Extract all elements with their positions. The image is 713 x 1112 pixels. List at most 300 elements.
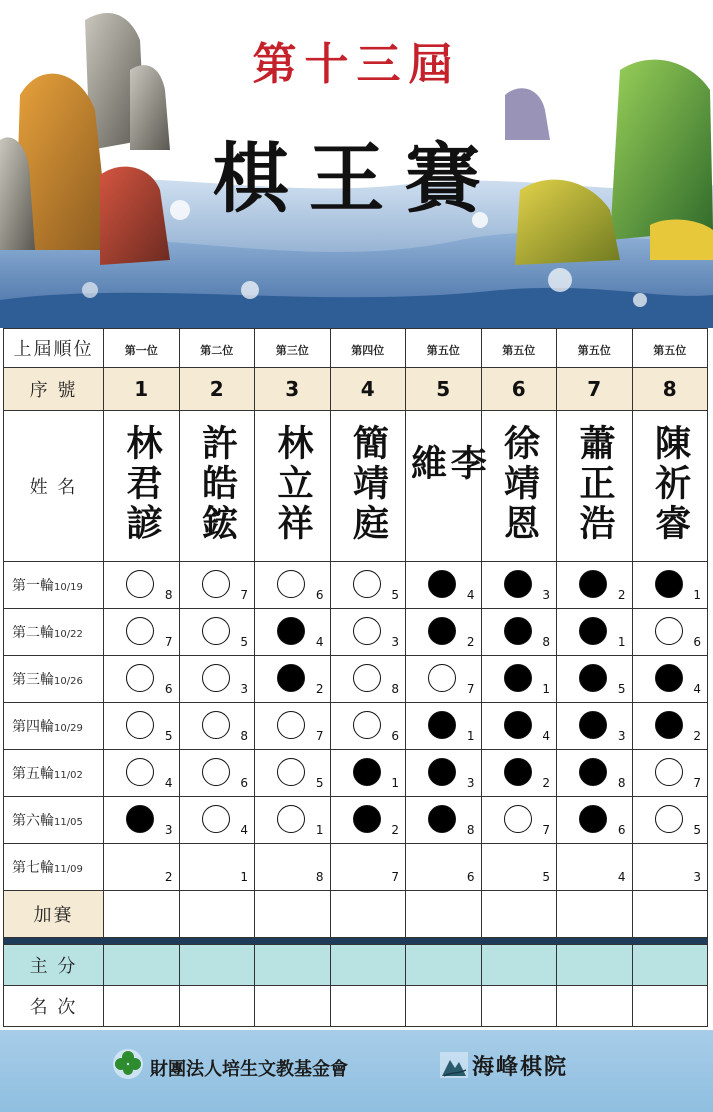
black-stone-icon [428,617,456,645]
opponent-number: 5 [240,635,248,649]
black-stone-icon [353,758,381,786]
opponent-number: 6 [315,588,324,602]
game-cell [104,609,180,656]
player-name: 簡靖庭 [347,424,390,544]
extra-game-cell [632,891,708,938]
game-cell [255,562,331,609]
game-cell-content [557,703,632,749]
round-date: 10/26 [54,676,83,687]
placement-row [4,986,708,1027]
placement-cell [481,986,557,1027]
game-cell [179,656,255,703]
opponent-number: 3 [693,870,701,884]
round-label-cell [4,844,104,891]
black-stone-icon [504,570,532,598]
game-cell [406,844,482,891]
previous-rank-text: 第二位 [200,343,234,357]
game-cell-content [331,750,406,796]
game-cell [330,562,406,609]
round-label: 第六輪 [12,813,54,829]
opponent-number: 6 [617,823,626,837]
clover-icon [112,1048,144,1080]
game-cell-content [633,656,708,702]
game-cell [104,844,180,891]
game-cell [330,750,406,797]
opponent-number: 2 [315,682,324,696]
black-stone-icon [126,805,154,833]
game-cell-content [255,797,330,843]
opponent-number: 5 [164,729,173,743]
white-stone-icon [353,664,381,692]
game-cell-content [482,844,557,890]
game-cell-content [180,656,255,702]
black-stone-icon [504,617,532,645]
placement-cell [255,986,331,1027]
seq-cell [481,368,557,411]
opponent-number: 1 [693,588,701,602]
seq-row [4,368,708,411]
round-date: 11/02 [54,770,83,781]
previous-rank-row [4,329,708,368]
event-title: 棋王賽 [212,134,501,223]
game-cell-content [406,844,481,890]
game-cell [481,609,557,656]
opponent-number: 5 [617,682,626,696]
seq-number: 5 [436,377,451,401]
white-stone-icon [277,758,305,786]
previous-rank-cell [557,329,633,368]
player-name: 林立祥 [272,424,315,544]
game-cell [481,562,557,609]
game-cell-content [180,703,255,749]
extra-game-row [4,891,708,938]
game-cell-content [180,609,255,655]
game-cell [255,750,331,797]
player-name-cell [405,411,488,562]
opponent-number: 1 [240,870,248,884]
game-cell [557,703,633,750]
opponent-number: 4 [315,635,324,649]
player-name-cell [330,411,406,562]
round-label-cell [4,797,104,844]
game-cell [632,562,708,609]
opponent-number: 4 [164,776,173,790]
game-cell-content [104,609,179,655]
game-cell [481,656,557,703]
score-table [3,328,708,1027]
opponent-number: 6 [693,635,701,649]
black-stone-icon [504,664,532,692]
player-name-cell [255,411,331,562]
extra-game-cell [481,891,557,938]
round-label-cell [4,703,104,750]
game-cell-content [482,609,557,655]
round-row [4,703,708,750]
game-cell-content [104,656,179,702]
divider-bar [4,938,708,945]
black-stone-icon [277,617,305,645]
seq-number: 3 [285,377,300,401]
white-stone-icon [202,617,230,645]
black-stone-icon [428,758,456,786]
white-stone-icon [202,711,230,739]
opponent-number: 8 [617,776,626,790]
previous-rank-text: 第四位 [351,343,385,357]
seq-number: 2 [209,377,224,401]
footer [0,1030,713,1112]
previous-rank-text: 第一位 [124,343,158,357]
opponent-number: 1 [617,635,626,649]
player-name-cell [179,411,255,562]
foundation-name: 財團法人培生文教基金會 [150,1059,348,1080]
main-score-row [4,945,708,986]
opponent-number: 6 [240,776,248,790]
game-cell-content [557,797,632,843]
seq-cell [104,368,180,411]
black-stone-icon [579,570,607,598]
player-name-cell [557,411,633,562]
opponent-number: 1 [391,776,399,790]
game-cell [179,797,255,844]
game-cell-content [406,562,481,608]
game-cell [557,844,633,891]
game-cell [330,703,406,750]
opponent-number: 1 [315,823,324,837]
game-cell-content [255,562,330,608]
main-score-label: 主 分 [4,945,104,986]
seq-cell [179,368,255,411]
seq-number: 6 [511,377,526,401]
round-label-cell [4,562,104,609]
white-stone-icon [277,805,305,833]
black-stone-icon [428,711,456,739]
seq-number: 1 [134,377,149,401]
opponent-number: 8 [466,823,475,837]
placement-cell [632,986,708,1027]
white-stone-icon [126,570,154,598]
black-stone-icon [655,711,683,739]
game-cell-content [482,797,557,843]
game-cell [557,656,633,703]
game-cell [481,844,557,891]
game-cell [632,656,708,703]
player-name: 李維 [405,444,488,524]
black-stone-icon [504,711,532,739]
white-stone-icon [202,758,230,786]
black-stone-icon [579,711,607,739]
opponent-number: 6 [164,682,173,696]
previous-rank-cell [255,329,331,368]
game-cell-content [406,656,481,702]
main-score-cell [104,945,180,986]
round-label-cell [4,750,104,797]
white-stone-icon [202,805,230,833]
game-cell-content [104,562,179,608]
section-divider [4,938,708,945]
opponent-number: 6 [391,729,399,743]
player-name: 林君諺 [121,424,164,544]
game-cell-content [633,609,708,655]
game-cell-content [482,656,557,702]
seq-cell [557,368,633,411]
game-cell [179,844,255,891]
game-cell [179,562,255,609]
name-row [4,411,708,562]
opponent-number: 7 [240,588,248,602]
game-cell-content [633,562,708,608]
game-cell-content [180,750,255,796]
round-date: 10/19 [54,582,83,593]
opponent-number: 7 [693,776,701,790]
game-cell-content [633,703,708,749]
opponent-number: 4 [617,870,626,884]
main-score-cell [179,945,255,986]
game-cell-content [180,797,255,843]
game-cell [557,562,633,609]
seq-cell [406,368,482,411]
opponent-number: 7 [391,870,399,884]
opponent-number: 8 [391,682,399,696]
main-score-cell [481,945,557,986]
game-cell [104,562,180,609]
white-stone-icon [126,711,154,739]
player-name-cell [104,411,180,562]
game-cell [557,609,633,656]
game-cell [632,609,708,656]
opponent-number: 3 [466,776,475,790]
previous-rank-cell [330,329,406,368]
game-cell-content [255,750,330,796]
opponent-number: 4 [240,823,248,837]
game-cell-content [406,750,481,796]
opponent-number: 3 [164,823,173,837]
extra-game-cell [255,891,331,938]
white-stone-icon [353,617,381,645]
game-cell-content [255,656,330,702]
extra-game-cell [179,891,255,938]
game-cell [632,797,708,844]
game-cell-content [557,562,632,608]
round-label-cell [4,609,104,656]
game-cell-content [255,609,330,655]
extra-game-cell [406,891,482,938]
black-stone-icon [504,758,532,786]
game-cell-content [482,562,557,608]
game-cell [632,844,708,891]
extra-game-label: 加賽 [4,891,104,938]
placement-cell [104,986,180,1027]
banner [0,0,713,328]
player-name: 蕭正浩 [574,424,617,544]
game-cell [255,703,331,750]
player-name: 陳祈睿 [649,424,692,544]
opponent-number: 2 [391,823,399,837]
previous-rank-text: 第五位 [426,343,460,357]
round-label-cell [4,656,104,703]
game-cell-content [557,844,632,890]
game-cell [481,703,557,750]
game-cell [330,797,406,844]
previous-rank-cell [632,329,708,368]
black-stone-icon [655,664,683,692]
game-cell [481,797,557,844]
game-cell [557,797,633,844]
game-cell-content [557,656,632,702]
player-name-cell [632,411,708,562]
round-label: 第七輪 [12,860,54,876]
round-label: 第二輪 [12,625,54,641]
game-cell [406,750,482,797]
previous-rank-text: 第五位 [577,343,611,357]
game-cell-content [331,609,406,655]
player-name: 徐靖恩 [498,424,541,544]
game-cell-content [406,797,481,843]
opponent-number: 2 [693,729,701,743]
game-cell-content [557,750,632,796]
black-stone-icon [579,664,607,692]
round-row [4,797,708,844]
black-stone-icon [428,570,456,598]
white-stone-icon [655,805,683,833]
opponent-number: 8 [315,870,324,884]
opponent-number: 2 [542,776,550,790]
opponent-number: 5 [315,776,324,790]
game-cell-content [331,703,406,749]
round-label: 第五輪 [12,766,54,782]
opponent-number: 7 [164,635,173,649]
white-stone-icon [353,570,381,598]
game-cell [330,609,406,656]
game-cell-content [482,750,557,796]
round-label: 第三輪 [12,672,54,688]
game-cell [481,750,557,797]
game-cell [104,656,180,703]
opponent-number: 7 [542,823,550,837]
game-cell [255,609,331,656]
name-label: 姓 名 [4,411,104,562]
game-cell-content [331,844,406,890]
game-cell [406,656,482,703]
placement-cell [557,986,633,1027]
player-name: 許皓鋐 [196,424,239,544]
game-cell-content [255,703,330,749]
academy-name: 海峰棋院 [472,1054,569,1080]
game-cell [330,656,406,703]
round-date: 11/09 [54,864,83,875]
previous-rank-cell [406,329,482,368]
extra-game-cell [557,891,633,938]
extra-game-cell [104,891,180,938]
opponent-number: 1 [542,682,550,696]
extra-game-cell [330,891,406,938]
main-score-cell [557,945,633,986]
placement-cell [406,986,482,1027]
opponent-number: 3 [617,729,626,743]
black-stone-icon [277,664,305,692]
seq-cell [632,368,708,411]
white-stone-icon [504,805,532,833]
white-stone-icon [655,617,683,645]
game-cell-content [482,703,557,749]
black-stone-icon [579,617,607,645]
game-cell [255,797,331,844]
placement-label: 名 次 [4,986,104,1027]
white-stone-icon [126,758,154,786]
game-cell [557,750,633,797]
opponent-number: 3 [240,682,248,696]
game-cell-content [406,609,481,655]
white-stone-icon [655,758,683,786]
seq-label: 序 號 [4,368,104,411]
previous-rank-text: 第三位 [275,343,309,357]
game-cell-content [180,844,255,890]
opponent-number: 8 [240,729,248,743]
game-cell-content [331,562,406,608]
opponent-number: 1 [466,729,475,743]
game-cell-content [406,703,481,749]
black-stone-icon [428,805,456,833]
placement-cell [330,986,406,1027]
opponent-number: 2 [617,588,626,602]
opponent-number: 6 [466,870,475,884]
game-cell-content [104,844,179,890]
game-cell [179,750,255,797]
seq-cell [255,368,331,411]
game-cell [406,609,482,656]
game-cell [632,750,708,797]
opponent-number: 7 [466,682,475,696]
previous-rank-cell [104,329,180,368]
seq-number: 8 [662,377,677,401]
game-cell-content [331,656,406,702]
opponent-number: 4 [693,682,701,696]
opponent-number: 8 [164,588,173,602]
opponent-number: 4 [542,729,550,743]
black-stone-icon [579,805,607,833]
previous-rank-cell [179,329,255,368]
previous-rank-text: 第五位 [502,343,536,357]
white-stone-icon [277,711,305,739]
round-date: 11/05 [54,817,83,828]
round-date: 10/29 [54,723,83,734]
seq-cell [330,368,406,411]
mountain-logo-icon [440,1052,468,1078]
opponent-number: 5 [391,588,399,602]
round-row [4,562,708,609]
game-cell-content [331,797,406,843]
previous-rank-text: 第五位 [653,343,687,357]
main-score-cell [255,945,331,986]
opponent-number: 3 [542,588,550,602]
white-stone-icon [126,617,154,645]
round-row [4,656,708,703]
game-cell [104,750,180,797]
opponent-number: 5 [693,823,701,837]
opponent-number: 5 [542,870,550,884]
game-cell [632,703,708,750]
game-cell [406,703,482,750]
game-cell-content [633,797,708,843]
black-stone-icon [655,570,683,598]
game-cell-content [180,562,255,608]
game-cell [179,703,255,750]
opponent-number: 2 [164,870,173,884]
previous-rank-cell [481,329,557,368]
main-score-cell [330,945,406,986]
white-stone-icon [202,664,230,692]
previous-rank-label: 上屆順位 [4,329,104,368]
game-cell-content [104,797,179,843]
